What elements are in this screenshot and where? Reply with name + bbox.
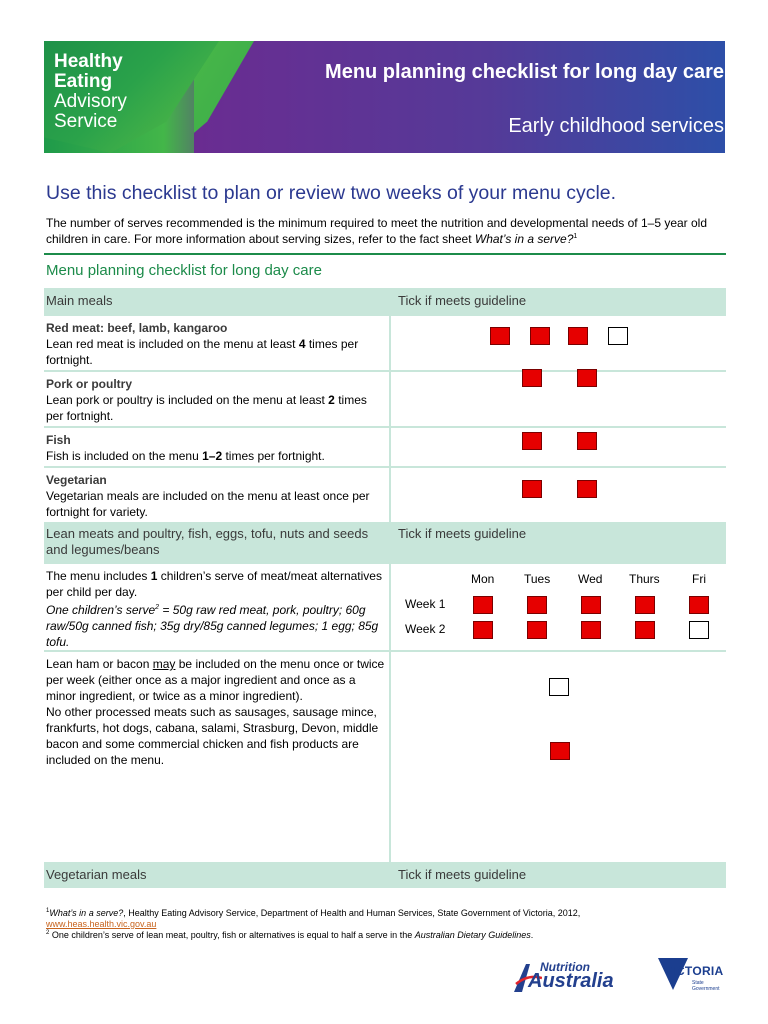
footnote-1-title: What’s in a serve? bbox=[49, 908, 124, 918]
fish-count: 1–2 bbox=[202, 449, 223, 463]
footnote-1-text: , Healthy Eating Advisory Service, Department of Health and Human Services, State Government of Victoria, 2012, bbox=[123, 908, 581, 918]
table-header-vegetarian-meals bbox=[44, 862, 726, 888]
tick-box[interactable] bbox=[550, 742, 570, 760]
ham-desc-b: be included on the menu once or twice per week (either once as a major ingredient and once as a minor ingredient, or twice as a minor ingredient). bbox=[46, 657, 385, 703]
section-title: Menu planning checklist for long day care bbox=[46, 262, 322, 279]
column-divider bbox=[389, 314, 391, 370]
meat-alt-desc bbox=[46, 569, 382, 599]
footnote-1 bbox=[46, 908, 726, 919]
pork-desc bbox=[46, 393, 367, 423]
column-divider bbox=[389, 466, 391, 522]
red-meat-cell bbox=[46, 320, 386, 368]
red-meat-desc-a: Lean red meat is included on the menu at least bbox=[46, 337, 299, 351]
pork-desc-c: times per fortnight. bbox=[46, 393, 367, 423]
section-divider bbox=[44, 253, 726, 255]
header-cell-category: Lean meats and poultry, fish, eggs, tofu, nuts and seeds and legumes/beans bbox=[46, 526, 369, 557]
checklist-table bbox=[44, 288, 726, 890]
fish-desc-a: Fish is included on the menu bbox=[46, 449, 203, 463]
lead-heading: Use this checklist to plan or review two weeks of your menu cycle. bbox=[46, 182, 617, 204]
logo-line-1: Healthy bbox=[54, 51, 123, 72]
intro-factsheet-title: What’s in a serve? bbox=[474, 232, 574, 246]
logo-line-2: Eating bbox=[54, 71, 113, 92]
nutrition-australia-top: Nutrition bbox=[540, 960, 590, 974]
fish-label: Fish bbox=[46, 433, 71, 447]
column-divider bbox=[389, 562, 391, 650]
footnote-1-link-line bbox=[46, 919, 726, 930]
table-header-main-meals bbox=[44, 288, 726, 314]
footnote-2-marker: 2 bbox=[46, 930, 50, 936]
logo-line-4: Service bbox=[54, 111, 118, 132]
tick-box[interactable] bbox=[549, 678, 569, 696]
table-row bbox=[44, 370, 726, 426]
heas-logo bbox=[54, 52, 127, 132]
victoria-sub bbox=[692, 980, 720, 992]
week-1-label: Week 1 bbox=[405, 597, 446, 611]
red-meat-desc-c: times per fortnight. bbox=[46, 337, 359, 367]
day-label-fri: Fri bbox=[692, 572, 706, 586]
tick-box[interactable] bbox=[577, 480, 597, 498]
tick-box[interactable] bbox=[635, 621, 655, 639]
table-row bbox=[44, 466, 726, 522]
fish-desc-c: times per fortnight. bbox=[222, 449, 325, 463]
tick-box[interactable] bbox=[581, 596, 601, 614]
footnote-2-guidelines: Australian Dietary Guidelines bbox=[414, 930, 531, 940]
victoria-sub-government: Government bbox=[692, 986, 720, 992]
nutrition-australia-logo bbox=[512, 958, 624, 994]
tick-box[interactable] bbox=[490, 327, 510, 345]
intro-paragraph bbox=[46, 215, 726, 247]
intro-text: The number of serves recommended is the minimum required to meet the nutrition and developmental needs of 1–5 year old children in care. For more information about serving sizes, refer to the fact sheet bbox=[46, 216, 708, 246]
table-row bbox=[44, 314, 726, 370]
victoria-sub-state: State bbox=[692, 980, 704, 986]
tick-box[interactable] bbox=[577, 432, 597, 450]
column-divider bbox=[389, 370, 391, 426]
tick-box[interactable] bbox=[568, 327, 588, 345]
tick-box[interactable] bbox=[473, 621, 493, 639]
heas-website-link[interactable]: www.heas.health.vic.gov.au bbox=[46, 919, 157, 929]
footnote-2 bbox=[46, 930, 726, 941]
column-divider bbox=[389, 426, 391, 466]
pork-label: Pork or poultry bbox=[46, 377, 133, 391]
week-2-label: Week 2 bbox=[405, 622, 446, 636]
footnote-2-text: One children’s serve of lean meat, poultry, fish or alternatives is equal to half a serve in the bbox=[49, 930, 415, 940]
header-banner bbox=[44, 41, 725, 153]
tick-box[interactable] bbox=[689, 596, 709, 614]
nutrition-australia-main: Australia bbox=[528, 970, 614, 992]
page-subtitle: Early childhood services bbox=[508, 115, 724, 137]
processed-meat-desc: No other processed meats such as sausages, sausage mince, frankfurts, hot dogs, cabana, salami, Strasburg, Devon, middle bacon and some commercial chicken and fish products are included on the menu. bbox=[46, 705, 379, 767]
header-cell-tick: Tick if meets guideline bbox=[398, 293, 527, 308]
header-cell-tick: Tick if meets guideline bbox=[398, 867, 527, 882]
meat-alt-desc-a: The menu includes bbox=[46, 569, 151, 583]
page-title: Menu planning checklist for long day care bbox=[325, 61, 724, 83]
header-cell-category: Main meals bbox=[46, 293, 113, 308]
day-label-thurs: Thurs bbox=[629, 572, 660, 586]
table-row bbox=[44, 562, 726, 650]
table-header-lean-meats bbox=[44, 522, 726, 562]
red-meat-count: 4 bbox=[298, 337, 306, 351]
vegetarian-cell bbox=[46, 472, 386, 520]
victoria-wordmark: VICTORIA bbox=[664, 964, 724, 978]
red-meat-label: Red meat: beef, lamb, kangaroo bbox=[46, 321, 228, 335]
tick-box[interactable] bbox=[689, 621, 709, 639]
serve-footnote-ref: 2 bbox=[155, 604, 160, 611]
tick-box[interactable] bbox=[527, 596, 547, 614]
victoria-state-government-logo bbox=[658, 956, 728, 996]
meat-alternatives-cell bbox=[46, 568, 386, 650]
header-cell-category: Vegetarian meals bbox=[46, 867, 147, 882]
day-label-wed: Wed bbox=[578, 572, 603, 586]
day-label-mon: Mon bbox=[471, 572, 495, 586]
fish-cell bbox=[46, 432, 386, 464]
table-row bbox=[44, 650, 726, 862]
vegetarian-desc: Vegetarian meals are included on the menu at least once per fortnight for variety. bbox=[46, 489, 370, 519]
pork-cell bbox=[46, 376, 386, 424]
tick-box[interactable] bbox=[522, 480, 542, 498]
footnote-1-marker: 1 bbox=[46, 908, 50, 914]
pork-count: 2 bbox=[328, 393, 335, 407]
tick-box[interactable] bbox=[522, 369, 542, 387]
meat-alt-count: 1 bbox=[150, 569, 158, 583]
footnotes bbox=[46, 908, 726, 941]
ham-desc-a: Lean ham or bacon bbox=[46, 657, 153, 671]
day-label-tues: Tues bbox=[524, 572, 551, 586]
fish-desc bbox=[46, 449, 325, 463]
tick-box[interactable] bbox=[527, 621, 547, 639]
tick-box[interactable] bbox=[635, 596, 655, 614]
logo-line-3: Advisory bbox=[54, 91, 127, 112]
header-cell-tick: Tick if meets guideline bbox=[398, 526, 527, 541]
serve-definition-a: One children’s serve bbox=[46, 603, 156, 617]
column-divider bbox=[389, 650, 391, 862]
red-meat-desc bbox=[46, 337, 358, 367]
intro-footnote-ref: 1 bbox=[573, 233, 578, 240]
tick-box[interactable] bbox=[608, 327, 628, 345]
processed-meat-cell bbox=[46, 656, 386, 768]
vegetarian-label: Vegetarian bbox=[46, 473, 107, 487]
serve-definition-b: = 50g raw red meat, pork, poultry; 60g raw/50g canned fish; 35g dry/85g canned legumes; 1 egg; 85g tofu. bbox=[46, 603, 379, 649]
ham-desc bbox=[46, 657, 384, 703]
pork-desc-a: Lean pork or poultry is included on the menu at least bbox=[46, 393, 329, 407]
tick-box[interactable] bbox=[581, 621, 601, 639]
tick-box[interactable] bbox=[473, 596, 493, 614]
ham-desc-may: may bbox=[152, 657, 176, 671]
serve-definition bbox=[46, 603, 378, 649]
tick-box[interactable] bbox=[577, 369, 597, 387]
meat-alt-desc-c: children’s serve of meat/meat alternatives per child per day. bbox=[46, 569, 382, 599]
table-row bbox=[44, 426, 726, 466]
tick-box[interactable] bbox=[530, 327, 550, 345]
tick-box[interactable] bbox=[522, 432, 542, 450]
footnote-2-end: . bbox=[530, 930, 534, 940]
